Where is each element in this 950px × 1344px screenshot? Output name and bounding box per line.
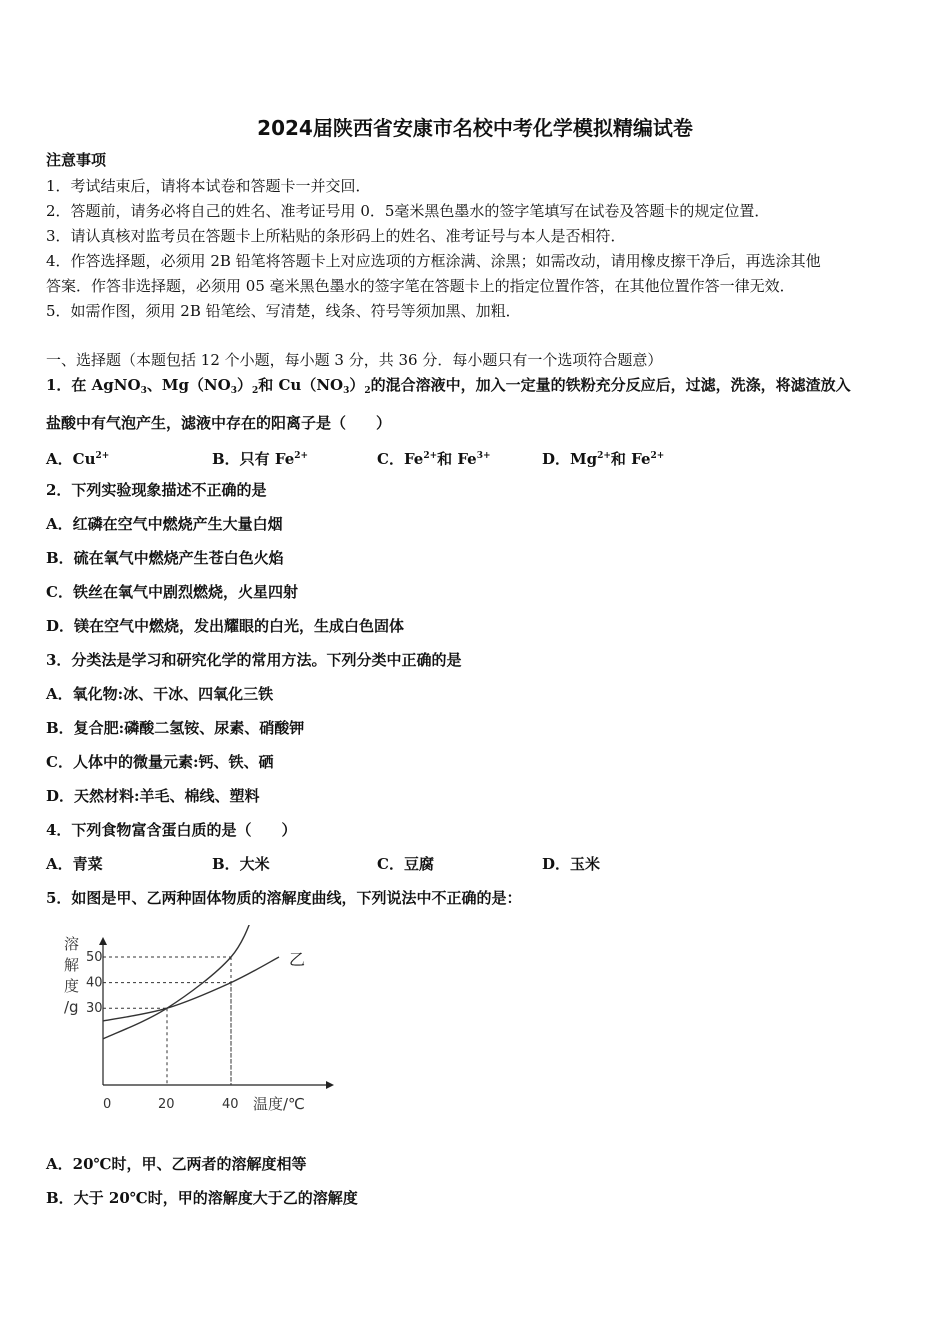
x-tick-label: 0 [103, 1097, 112, 1112]
section-heading: 一、选择题（本题包括 12 个小题，每小题 3 分，共 36 分．每小题只有一个选项符合题意） [46, 351, 663, 369]
q1-sub: 3 [343, 386, 350, 396]
option-d[interactable]: D．镁在空气中燃烧，发出耀眼的白光，生成白色固体 [46, 617, 405, 635]
question-5-stem: 5．如图是甲、乙两种固体物质的溶解度曲线，下列说法中不正确的是： [46, 889, 522, 907]
option-b[interactable]: B．大于 20℃时，甲的溶解度大于乙的溶解度 [46, 1189, 358, 1207]
y-tick-label: 40 [86, 975, 103, 991]
x-tick-label: 40 [222, 1097, 239, 1112]
q1-text: ） [236, 376, 252, 394]
note-item: 5．如需作图，须用 2B 铅笔绘、写清楚，线条、符号等须加黑、加粗． [46, 302, 521, 320]
notes-heading: 注意事项 [46, 151, 107, 169]
note-item: 1．考试结束后，请将本试卷和答题卡一并交回． [46, 177, 371, 195]
q1-text: 、Mg（NO [146, 376, 231, 394]
q1-text: 的混合溶液中，加入一定量的铁粉充分反应后，过滤，洗涤，将滤渣放入 [370, 376, 851, 394]
option-c[interactable]: C．豆腐 [377, 855, 434, 873]
series-label: 乙 [289, 950, 306, 969]
option-c[interactable]: C．人体中的微量元素:钙、铁、硒 [46, 753, 274, 771]
option-a[interactable]: A．青菜 [46, 855, 103, 873]
question-3-stem: 3．分类法是学习和研究化学的常用方法。下列分类中正确的是 [46, 651, 462, 669]
note-item: 2．答题前，请务必将自己的姓名、准考证号用 0．5毫米黑色墨水的签字笔填写在试卷及答题卡的规定位置． [46, 202, 770, 220]
question-2-stem: 2．下列实验现象描述不正确的是 [46, 481, 267, 499]
y-axis-label: 解 [64, 956, 80, 974]
y-tick-label: 30 [86, 1001, 103, 1017]
x-axis-arrow [326, 1081, 334, 1089]
option-a[interactable]: A．$Cu^{2+}$ [46, 450, 110, 468]
option-d[interactable]: D．玉米 [542, 855, 601, 873]
option-d[interactable]: D．$Mg^{2+}$和 $Fe^{2+}$ [542, 450, 665, 468]
q1-sub: 3 [140, 386, 147, 396]
x-axis-label: 温度/℃ [253, 1095, 305, 1113]
solubility-chart [50, 925, 350, 1125]
question-1-stem-cont: 盐酸中有气泡产生，滤液中存在的阳离子是（ ） [46, 414, 392, 432]
q1-sub: 3 [230, 386, 237, 396]
option-b[interactable]: B．硫在氧气中燃烧产生苍白色火焰 [46, 549, 284, 567]
option-a[interactable]: A．氧化物:冰、干冰、四氧化三铁 [46, 685, 274, 703]
q1-text: 1．在 AgNO [46, 376, 141, 394]
option-b[interactable]: B．复合肥:磷酸二氢铵、尿素、硝酸钾 [46, 719, 305, 737]
option-c[interactable]: C．铁丝在氧气中剧烈燃烧，火星四射 [46, 583, 298, 601]
q1-text: ） [349, 376, 365, 394]
note-item: 答案．作答非选择题，必须用 05 毫米黑色墨水的签字笔在答题卡上的指定位置作答，在其他位置作答一律无效． [46, 277, 795, 295]
option-a[interactable]: A．红磷在空气中燃烧产生大量白烟 [46, 515, 283, 533]
y-axis-label: 溶 [64, 935, 80, 953]
option-c[interactable]: C．$Fe^{2+}$和 $Fe^{3+}$ [377, 450, 491, 468]
exam-title: 2024届陕西省安康市名校中考化学模拟精编试卷 [257, 116, 693, 140]
option-b[interactable]: B．只有 $Fe^{2+}$ [212, 450, 309, 468]
q1-sub: 2 [364, 386, 371, 396]
y-axis-arrow [99, 937, 107, 945]
note-item: 3．请认真核对监考员在答题卡上所粘贴的条形码上的姓名、准考证号与本人是否相符． [46, 227, 626, 245]
y-axis-label: 度 [64, 977, 80, 995]
x-tick-label: 20 [158, 1097, 175, 1112]
option-a[interactable]: A．20℃时，甲、乙两者的溶解度相等 [46, 1155, 307, 1173]
question-4-stem: 4．下列食物富含蛋白质的是（ ） [46, 821, 297, 839]
question-1-stem [46, 375, 851, 401]
series-curve-yi [103, 957, 279, 1021]
q1-sub: 2 [252, 386, 259, 396]
option-d[interactable]: D．天然材料:羊毛、棉线、塑料 [46, 787, 260, 805]
note-item: 4．作答选择题，必须用 2B 铅笔将答题卡上对应选项的方框涂满、涂黑；如需改动，请用橡皮擦干净后，再选涂其他 [46, 252, 821, 270]
y-axis-label: /g [64, 998, 79, 1016]
option-b[interactable]: B．大米 [212, 855, 270, 873]
q1-text: 和 Cu（NO [258, 376, 344, 394]
y-tick-label: 50 [86, 950, 103, 965]
